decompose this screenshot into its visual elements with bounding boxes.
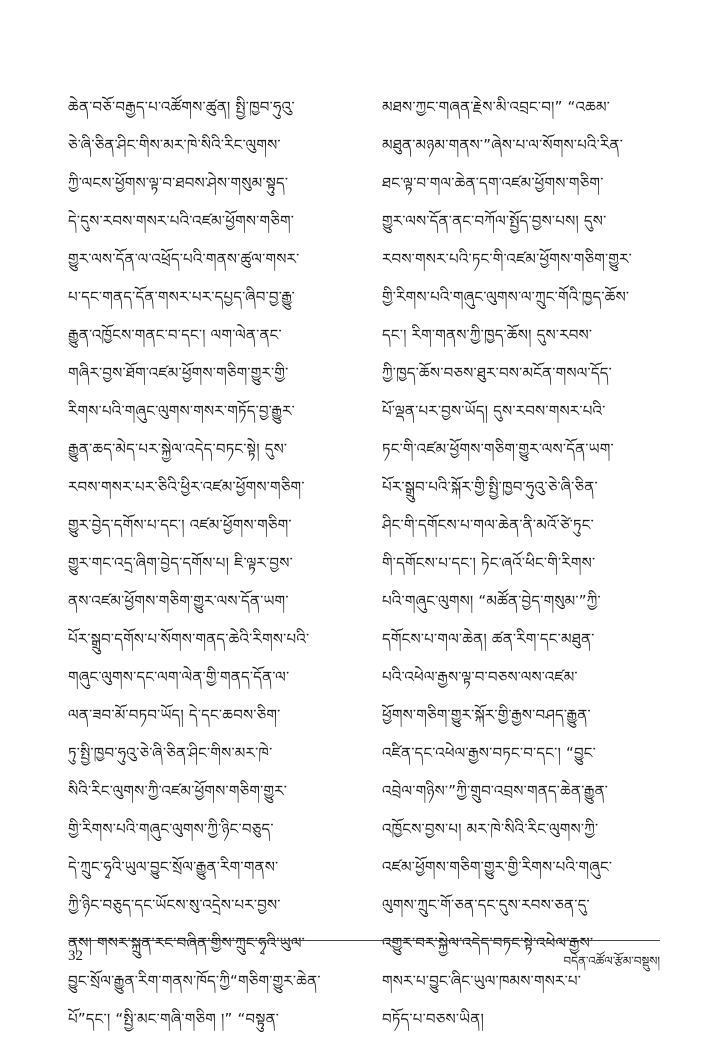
- text-line: རབས་གསར་པའི་ཏང་གི་འཛམ་ཕྱོགས་གཅིག་གྱུར་: [382, 250, 633, 268]
- text-line: པོ་ལྡན་པར་བྱས་ཡོད། དུས་རབས་གསར་པའི་: [382, 402, 606, 420]
- text-line: གྱུར་གང་འདྲ་ཞིག་བྱེད་དགོས་པ། ཇི་ལྟར་བྱས་: [68, 554, 293, 572]
- text-line: པོ”དང་། “སྤྱི་མང་གཞི་གཅིག །” “བསྟུན་: [68, 1010, 280, 1028]
- text-line: གཞིར་བྱས་ཐོག་འཛམ་ཕྱོགས་གཅིག་གྱུར་གྱི་: [68, 364, 289, 382]
- text-line: ཕྱོགས་གཅིག་གྱུར་སྐོར་གྱི་རྒྱས་བཤད་རྒྱུན་: [382, 706, 591, 724]
- text-line: གྱུར་ལས་དོན་ལ་འཕྲོད་པའི་གནས་ཚུལ་གསར་: [68, 250, 300, 268]
- text-line: བྱུང་སྲོལ་རྒྱུན་རིག་གནས་ཁོད་ཀྱི“གཅིག་གྱུར་ཆེན་: [68, 972, 321, 990]
- text-line: གྱུར་ལས་དོན་ནང་བཀོལ་སྤྱོད་བྱས་པས། དུས་: [382, 212, 607, 230]
- text-line: ནས། གསར་སྐྲུན་རང་བཞིན་གྱིས་ཀྲུང་ཧྭའི་ཡུལ་: [68, 934, 305, 952]
- text-line: འཛིན་དང་འཕེལ་རྒྱས་བཏང་བ་དང་། “བྱུང་: [382, 744, 596, 762]
- text-line: དང་། རིག་གནས་ཀྱི་ཁྱད་ཆོས། དུས་རབས་: [382, 326, 593, 344]
- text-line: པོར་སྒྲུབ་པའི་སྐོར་གྱི་སྤྱི་ཁྱབ་ཧུའུ་ཅེ་ཞི་ཅིན་: [382, 478, 598, 496]
- page-number: 32: [68, 948, 83, 964]
- text-line: རིགས་པའི་གཞུང་ལུགས་གསར་གཏོད་བྱ་རྒྱུར་: [68, 402, 296, 420]
- text-line: གྱུར་བྱེད་དགོས་པ་དང་། འཛམ་ཕྱོགས་གཅིག་: [68, 516, 292, 534]
- text-line: གྱི་རིགས་པའི་གཞུང་ལུགས་ལ་ཀྲུང་གོའི་ཁྱད་ཆོས་: [382, 288, 630, 306]
- text-line: འགྱུར་བར་སྐྱེལ་འདེད་བཏང་སྟེ་འཕེལ་རྒྱས་: [382, 934, 594, 952]
- text-line: རྒྱུན་འཁྱོངས་གནང་བ་དང་། ལག་ལེན་ནང་: [68, 326, 282, 344]
- text-line: ཀྱི་ལངས་ཕྱོགས་ལྟ་བ་ཐབས་ཤེས་གསུམ་སྟུད་: [68, 174, 289, 192]
- text-line: ཐང་ལྟ་བ་གལ་ཆེན་དག་འཛམ་ཕྱོགས་གཅིག་: [382, 174, 604, 192]
- running-title: བདེན་འཚོལ་རྩོམ་བསྡུས།: [563, 954, 660, 968]
- right-text-column: [382, 88, 660, 1038]
- text-line: གཞུང་ལུགས་དང་ལག་ལེན་གྱི་གནད་དོན་ལ་: [68, 668, 290, 686]
- text-line: ཤིང་གི་དགོངས་པ་གལ་ཆེན་ནི་མའོ་ཙེ་ཏུང་: [382, 516, 594, 534]
- text-line: ལུགས་ཀྲུང་གོ་ཅན་དང་དུས་རབས་ཅན་དུ་: [382, 896, 590, 914]
- text-line: མཐུན་མཉམ་གནས་”ཞེས་པ་ལ་སོགས་པའི་རིན་: [382, 136, 624, 154]
- text-line: གསར་པ་བྱུང་ཞིང་ཡུལ་ཁམས་གསར་པ་: [382, 972, 582, 990]
- text-line: དེ་དུས་རབས་གསར་པའི་འཛམ་ཕྱོགས་གཅིག་: [68, 212, 295, 230]
- left-text-column: [68, 88, 346, 1038]
- text-line: པོར་སྒྲུབ་དགོས་པ་སོགས་གནད་ཆེའི་རིགས་པའི་: [68, 630, 310, 648]
- text-line: པ་དང་གནད་དོན་གསར་པར་དཔྱད་ཞིབ་བྱ་རྒྱུ་: [68, 288, 296, 306]
- text-line: རྒྱུན་ཆད་མེད་པར་སྐྱེལ་འདེད་བཏང་སྟེ། དུས་: [68, 440, 288, 458]
- text-line: ཀྱི་ཁྱད་ཆོས་བཅས་ཐུར་བས་མངོན་གསལ་དོད་: [382, 364, 612, 382]
- text-line: འཛམ་ཕྱོགས་གཅིག་གྱུར་གྱི་རིགས་པའི་གཞུང་: [382, 858, 613, 876]
- text-line: ལན་ཟབ་མོ་བཏབ་ཡོད། དེ་དང་ཆབས་ཅིག་: [68, 706, 281, 724]
- text-line: རབས་གསར་པར་ཅིའི་ཕྱིར་འཛམ་ཕྱོགས་གཅིག་: [68, 478, 305, 496]
- text-line: གྱི་རིགས་པའི་གཞུང་ལུགས་ཀྱི་ཉིང་བཅུད་: [68, 820, 274, 838]
- text-line: པའི་གཞུང་ལུགས། “མཚོན་བྱེད་གསུམ་”ཀྱི་: [382, 592, 601, 610]
- text-line: ཀྱི་ཉིང་བཅུད་དང་ཡོངས་སུ་འདྲེས་པར་བྱས་: [68, 896, 281, 914]
- text-line: མཐས་ཀྱང་གཞན་རྗེས་མི་འབྲང་བ།” “འཆམ་: [382, 98, 611, 116]
- text-line: སིའི་རིང་ལུགས་ཀྱི་འཛམ་ཕྱོགས་གཅིག་གྱུར་: [68, 782, 288, 800]
- text-line: ཏུ་སྤྱི་ཁྱབ་ཧུའུ་ཅེ་ཞི་ཅིན་ཤིང་གིས་མར་ཁེ་: [68, 744, 273, 762]
- text-line: འབྲེལ་གཉིས་”ཀྱི་གྲུབ་འབྲས་གནད་ཆེན་རྒྱུན་: [382, 782, 609, 800]
- text-line: འཁྱོངས་བྱས་པ། མར་ཁེ་སིའི་རིང་ལུགས་ཀྱི་: [382, 820, 599, 838]
- text-line: ཏང་གི་འཛམ་ཕྱོགས་གཅིག་གྱུར་ལས་དོན་ཡག་: [382, 440, 614, 458]
- text-line: ནས་འཛམ་ཕྱོགས་གཅིག་གྱུར་ལས་དོན་ཡག་: [68, 592, 289, 610]
- text-line: གི་དགོངས་པ་དང་། ཏེང་ཞའོ་ཕིང་གི་རིགས་: [382, 554, 596, 572]
- text-line: དགོངས་པ་གལ་ཆེན། ཚན་རིག་དང་མཐུན་: [382, 630, 595, 648]
- text-line: ཆེན་བཅོ་བརྒྱད་པ་འཚོགས་ཚུན། སྤྱི་ཁྱབ་ཧུའུ་: [68, 98, 295, 116]
- text-line: ཅེ་ཞི་ཅིན་ཤིང་གིས་མར་ཁེ་སིའི་རིང་ལུགས་: [68, 136, 281, 154]
- footer-rule: [68, 940, 660, 941]
- text-line: པའི་འཕེལ་རྒྱས་ལྟ་བ་བཅས་ལས་འཛམ་: [382, 668, 578, 686]
- text-line: བཏོད་པ་བཅས་ཡིན།: [382, 1010, 484, 1028]
- text-line: དེ་ཀྲུང་ཧྭའི་ཡུལ་བྱུང་སྲོལ་རྒྱུན་རིག་གནས་: [68, 858, 279, 876]
